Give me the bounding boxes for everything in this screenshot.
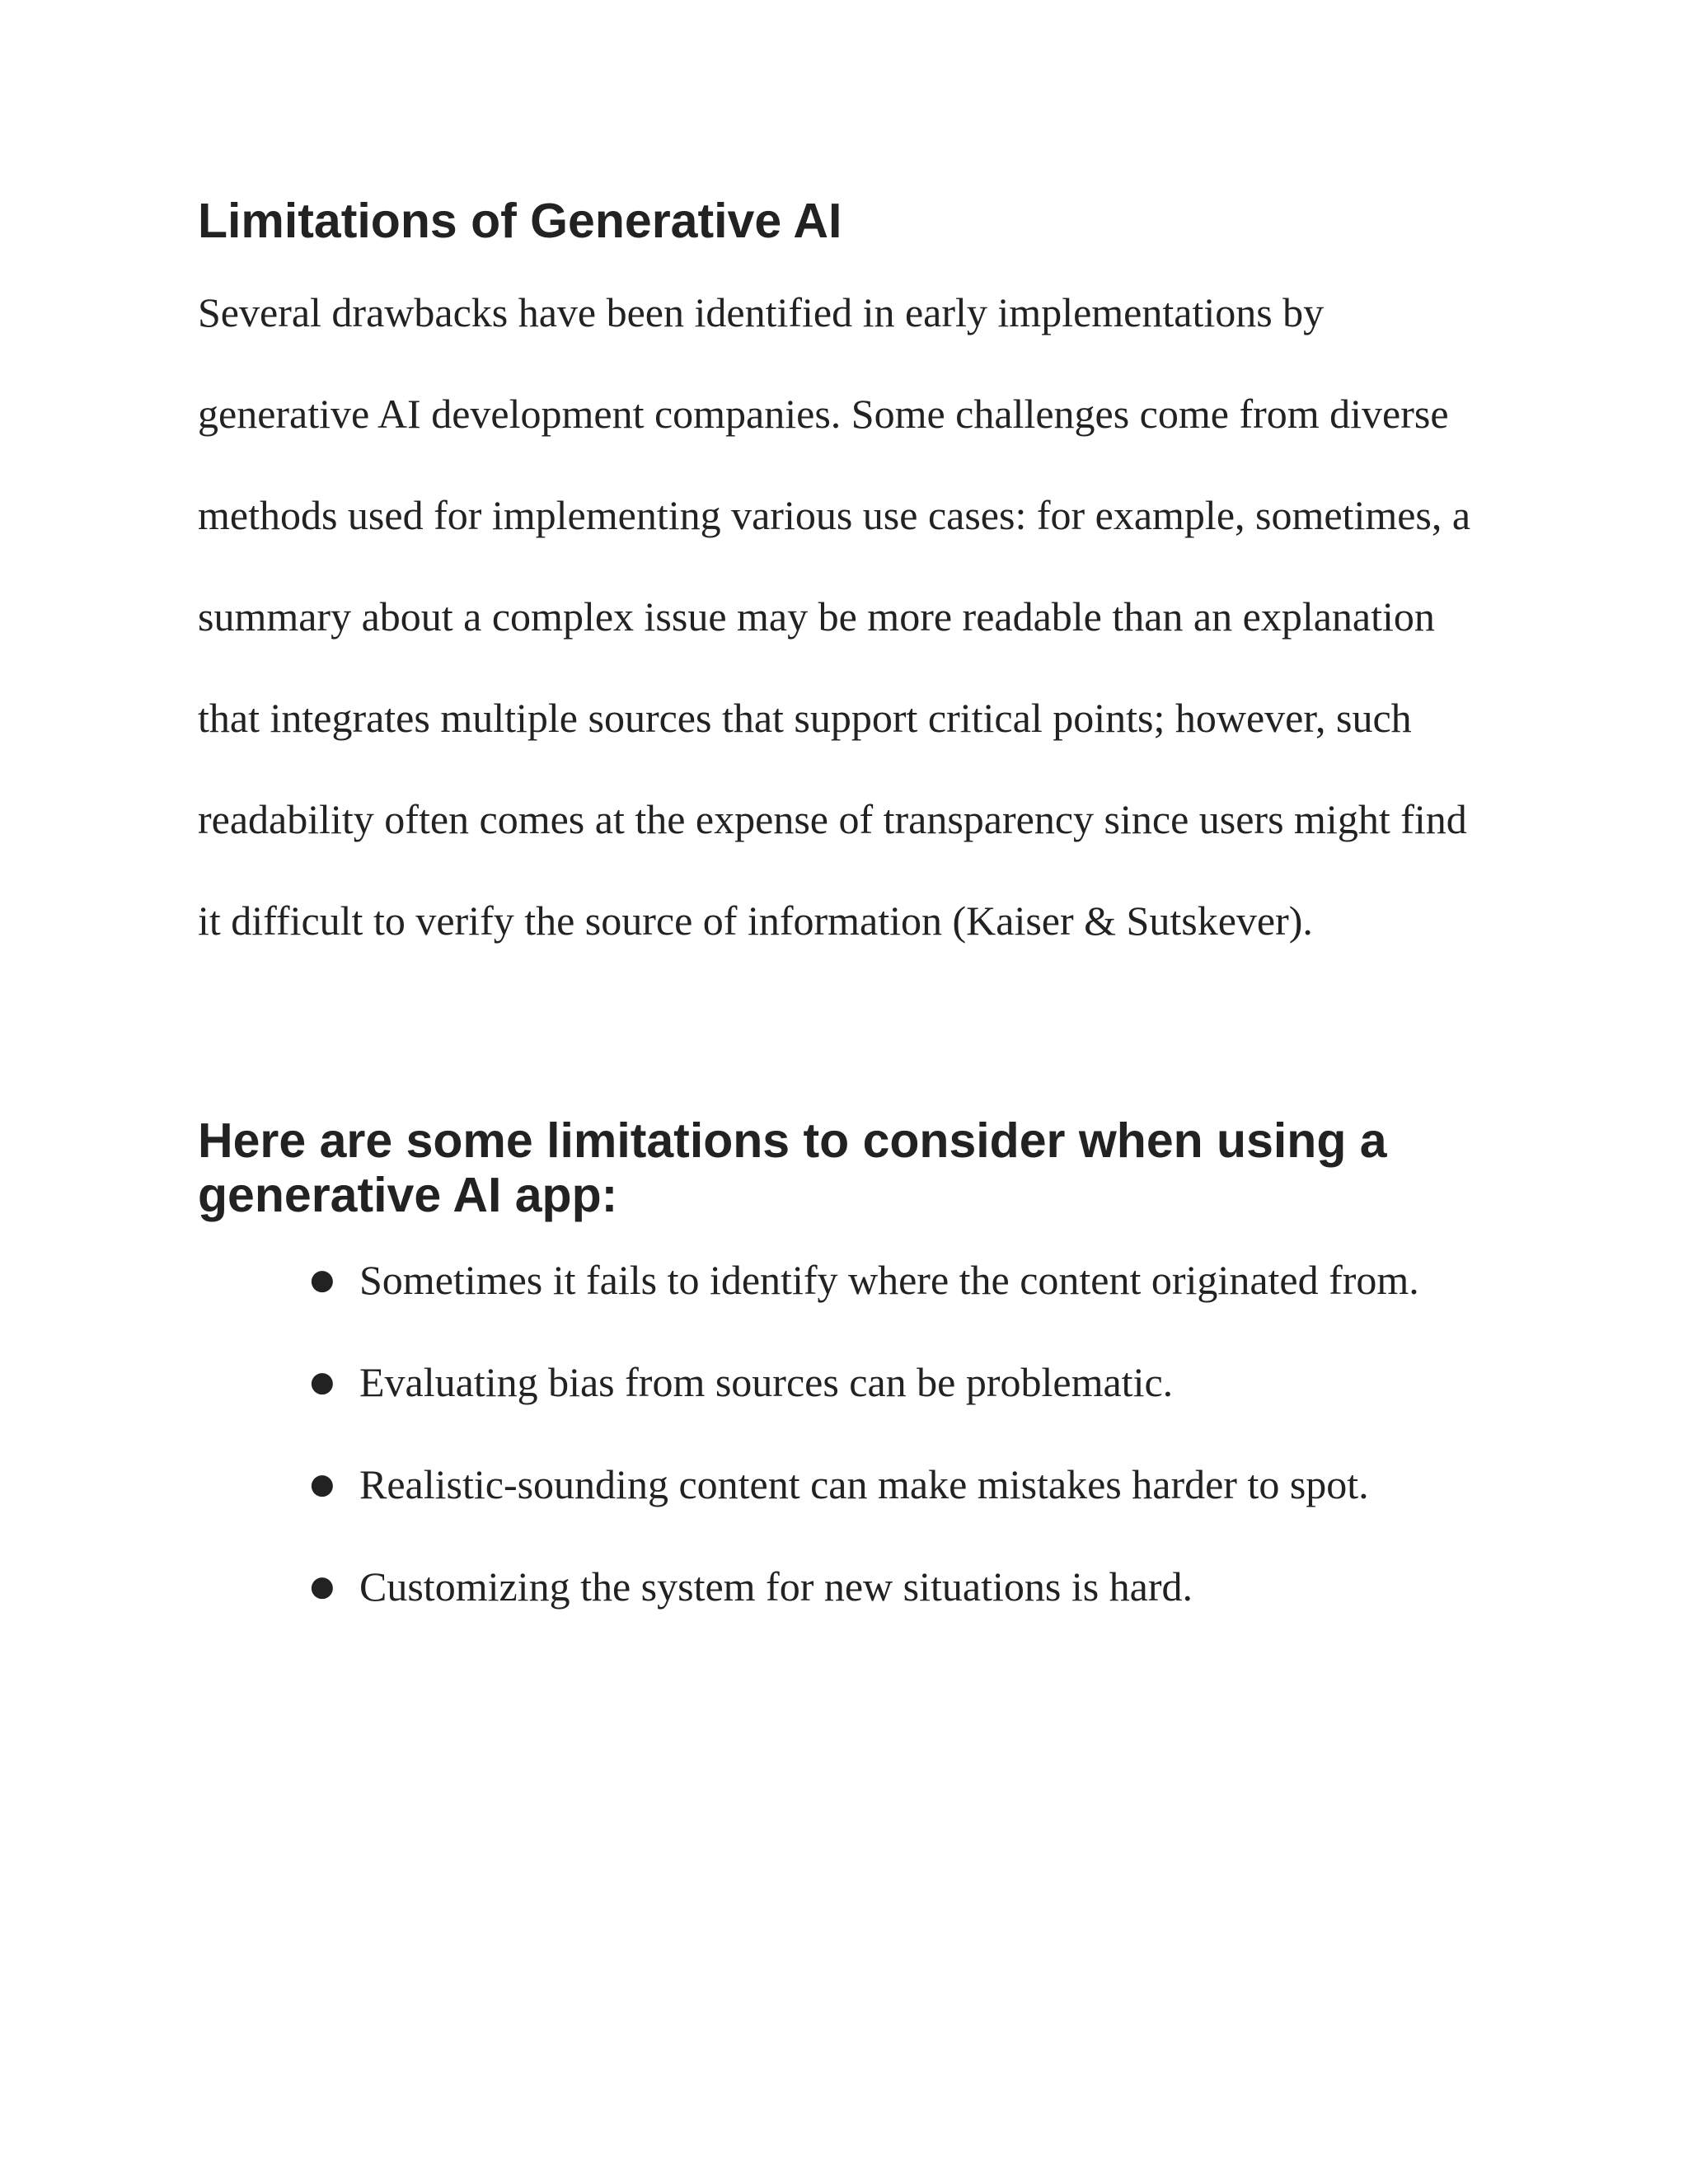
list-item bbox=[310, 1535, 1500, 1638]
bullet-icon: ● bbox=[310, 1366, 335, 1399]
list-item bbox=[310, 1433, 1500, 1535]
list-item bbox=[310, 1229, 1500, 1331]
list-item bbox=[310, 1331, 1500, 1433]
list-item-text: Sometimes it fails to identify where the content originated from. bbox=[359, 1257, 1419, 1303]
limitations-list bbox=[198, 1229, 1500, 1638]
bullet-icon: ● bbox=[310, 1570, 335, 1603]
list-heading: Here are some limitations to consider when using a generative AI app: bbox=[198, 1113, 1387, 1222]
document-content bbox=[198, 188, 1500, 1638]
list-item-text: Evaluating bias from sources can be problematic. bbox=[359, 1359, 1174, 1405]
bullet-icon: ● bbox=[310, 1468, 335, 1501]
intro-paragraph: Several drawbacks have been identified in early implementations by generative AI development companies. Some challenges come from diverse methods used for implementing various use cases: for example, sometimes, a summary about a complex issue may be more readable than an explanation that integrates multiple sources that support critical points; however, such readability often comes at the expense of transparency since users might find it difficult to verify the source of information (Kaiser & Sutskever). bbox=[198, 289, 1471, 944]
list-item-text: Customizing the system for new situations is hard. bbox=[359, 1563, 1193, 1610]
bullet-icon: ● bbox=[310, 1263, 335, 1296]
list-item-text: Realistic-sounding content can make mistakes harder to spot. bbox=[359, 1461, 1369, 1507]
section-title: Limitations of Generative AI bbox=[198, 194, 842, 248]
